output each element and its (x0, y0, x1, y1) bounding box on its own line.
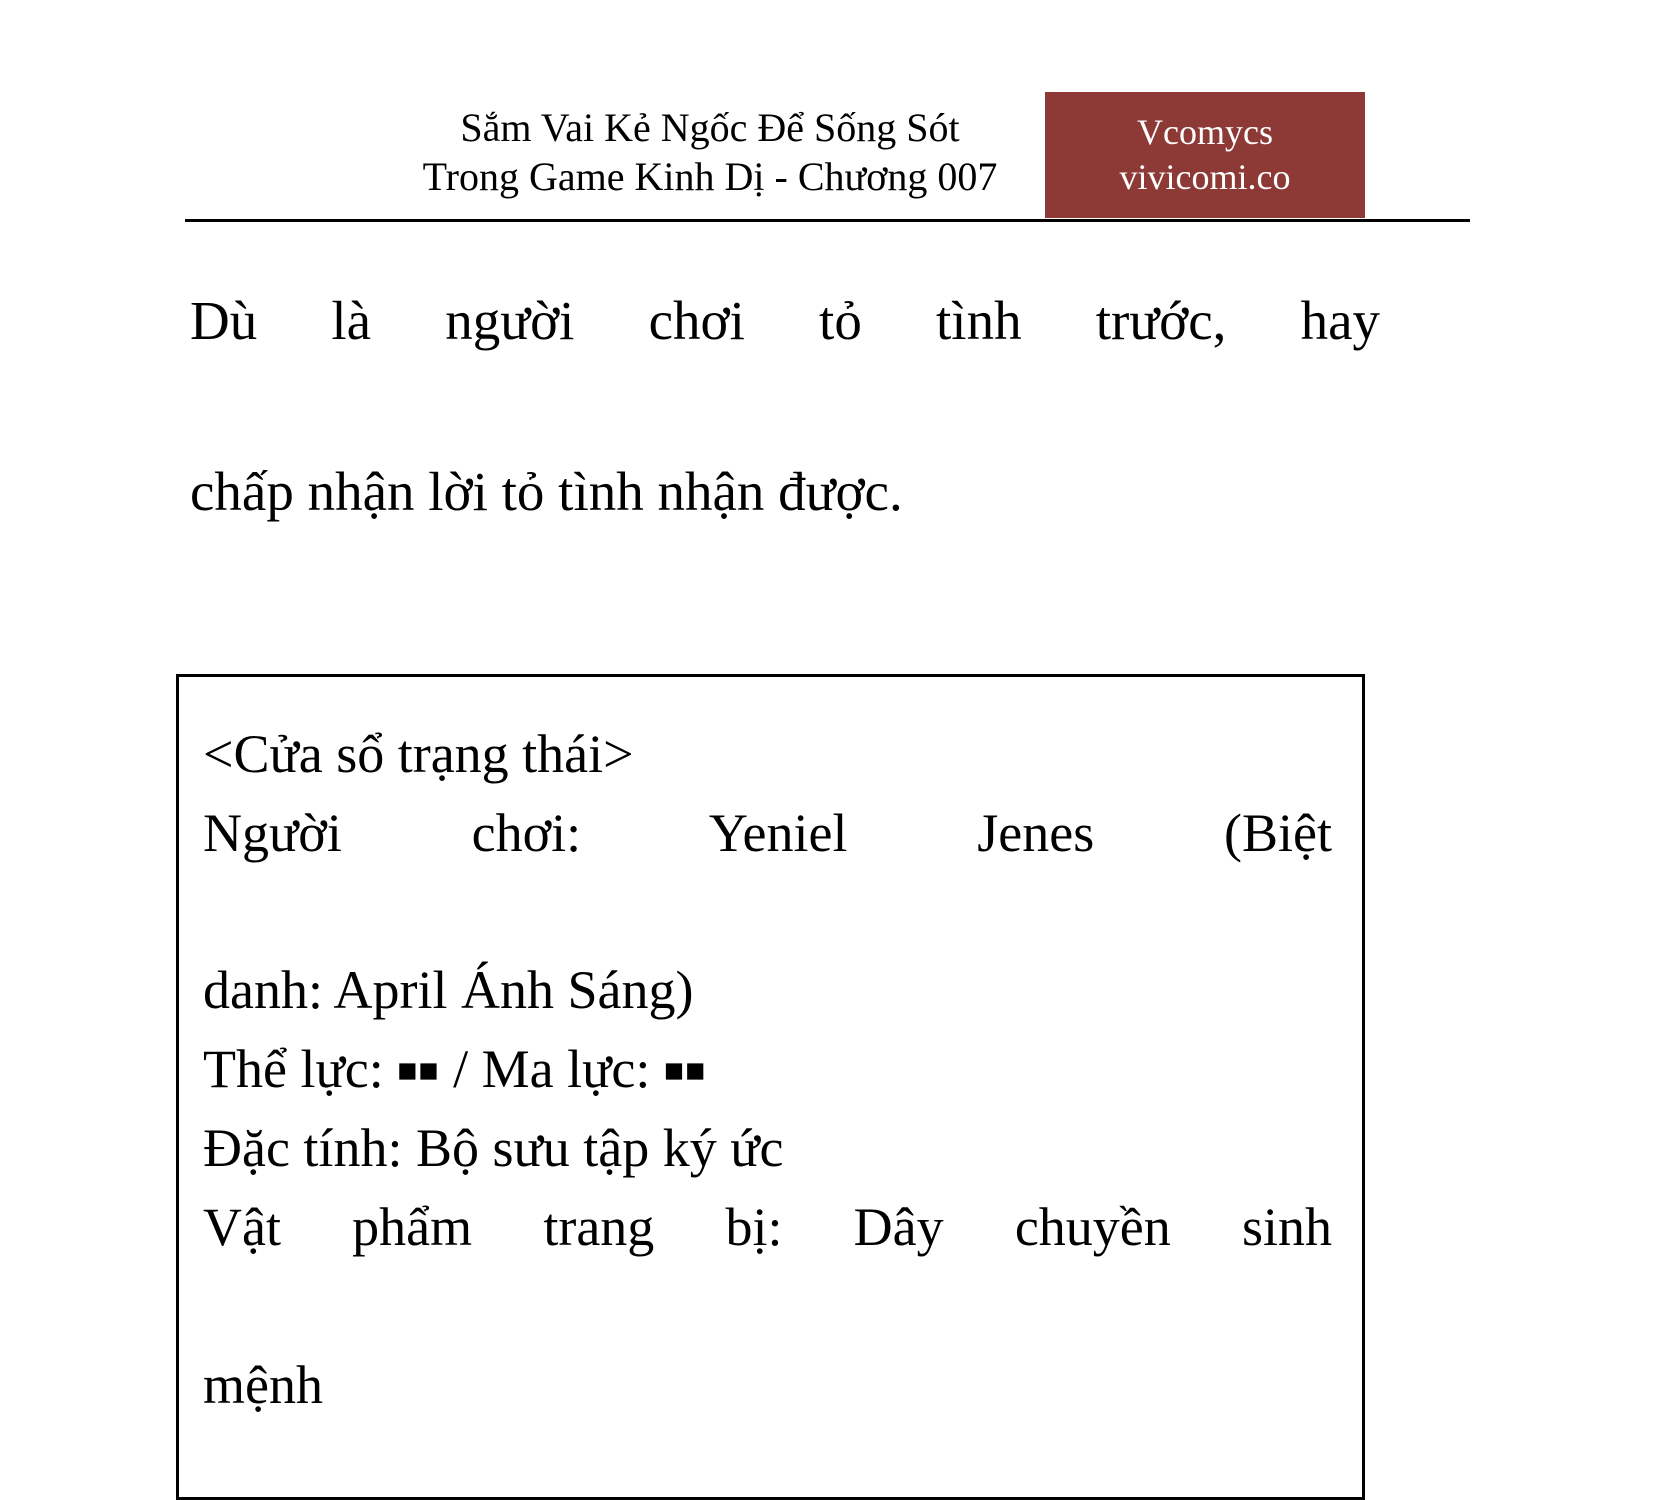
status-window-title: <Cửa sổ trạng thái> (203, 724, 634, 784)
chapter-title-line-2: Trong Game Kinh Dị - Chương 007 (422, 154, 998, 199)
chapter-title-line-1: Sắm Vai Kẻ Ngốc Để Sống Sót (460, 105, 960, 151)
status-equipment-line-2: mệnh (203, 1354, 323, 1415)
narration-line-2: chấp nhận lời tỏ tình nhận được. (190, 460, 903, 522)
brand-site: vivicomi.co (1119, 157, 1291, 197)
status-trait-line: Đặc tính: Bộ sưu tập ký ức (203, 1118, 784, 1179)
narration-paragraph (190, 278, 1380, 534)
stamina-bar: ■■ (397, 1052, 440, 1090)
brand-badge[interactable] (1045, 92, 1365, 218)
status-window-box (176, 674, 1365, 1500)
brand-name: Vcomycs (1137, 112, 1273, 152)
status-player-line-1: Người chơi: Yeniel Jenes (Biệt (203, 802, 1332, 863)
status-stats-line (203, 1030, 1332, 1109)
mana-bar: ■■ (663, 1052, 707, 1090)
stamina-label: Thể lực: (203, 1039, 398, 1100)
status-equipment-line-1: Vật phẩm trang bị: Dây chuyền sinh (203, 1196, 1332, 1257)
status-player-line-2: danh: April Ánh Sáng) (203, 960, 694, 1021)
page-header (185, 90, 1470, 222)
narration-line-1: Dù là người chơi tỏ tình trước, hay (190, 290, 1380, 351)
mana-label: / Ma lực: (439, 1039, 664, 1100)
